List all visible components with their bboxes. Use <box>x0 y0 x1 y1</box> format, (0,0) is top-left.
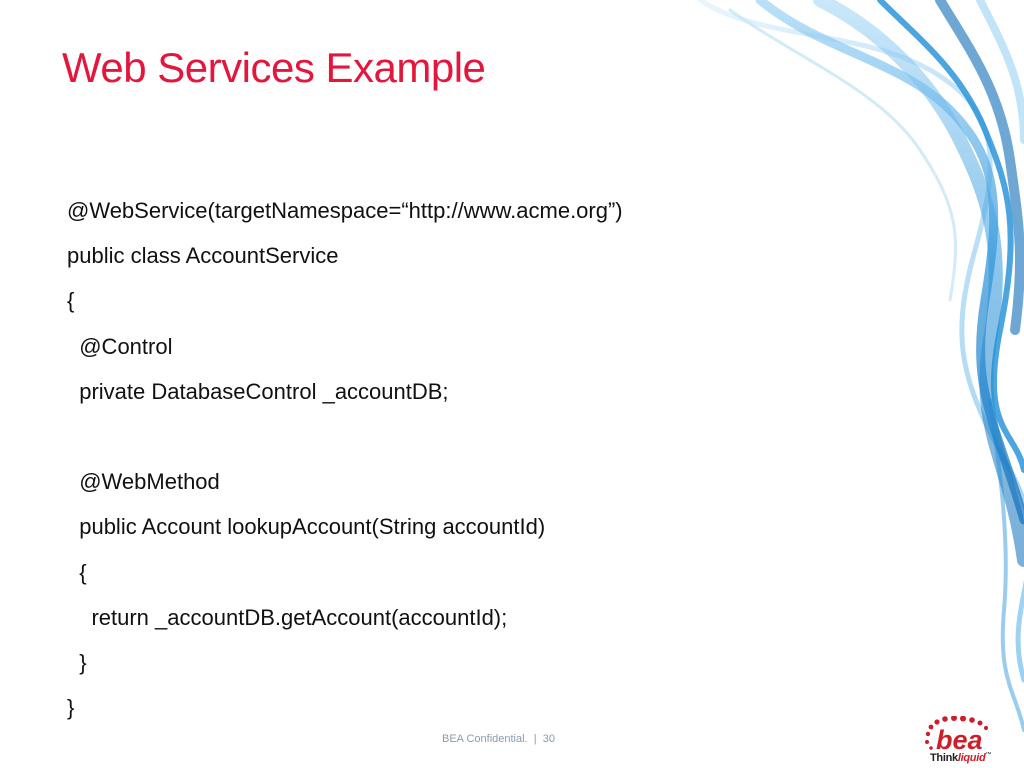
code-line: private DatabaseControl _accountDB; <box>67 378 449 404</box>
bea-logo <box>918 716 1022 766</box>
code-line: public class AccountService <box>67 243 339 269</box>
logo-tagline <box>930 752 991 764</box>
code-line: @WebMethod <box>67 469 220 495</box>
code-block <box>67 188 623 730</box>
code-line: @Control <box>67 333 173 359</box>
code-line: { <box>67 288 75 314</box>
code-line: } <box>67 649 87 675</box>
slide-footer <box>442 733 555 745</box>
tagline-liquid: liquid <box>957 752 986 764</box>
bea-logo-icon <box>918 716 996 752</box>
confidential-label: BEA Confidential. <box>442 733 528 745</box>
slide-title: Web Services Example <box>62 44 486 91</box>
footer-separator: | <box>533 733 537 745</box>
code-line: @WebService(targetNamespace=“http://www.acme.org”) <box>67 198 623 223</box>
code-line <box>67 414 623 459</box>
code-line: } <box>67 695 75 721</box>
tagline-think: Think <box>930 752 958 764</box>
logo-brand-text: bea <box>936 725 983 752</box>
code-line: { <box>67 559 87 585</box>
page-number: 30 <box>542 733 555 745</box>
trademark-mark: ™ <box>985 752 992 758</box>
code-line: public Account lookupAccount(String accountId) <box>67 514 546 540</box>
code-line: return _accountDB.getAccount(accountId); <box>67 604 508 630</box>
